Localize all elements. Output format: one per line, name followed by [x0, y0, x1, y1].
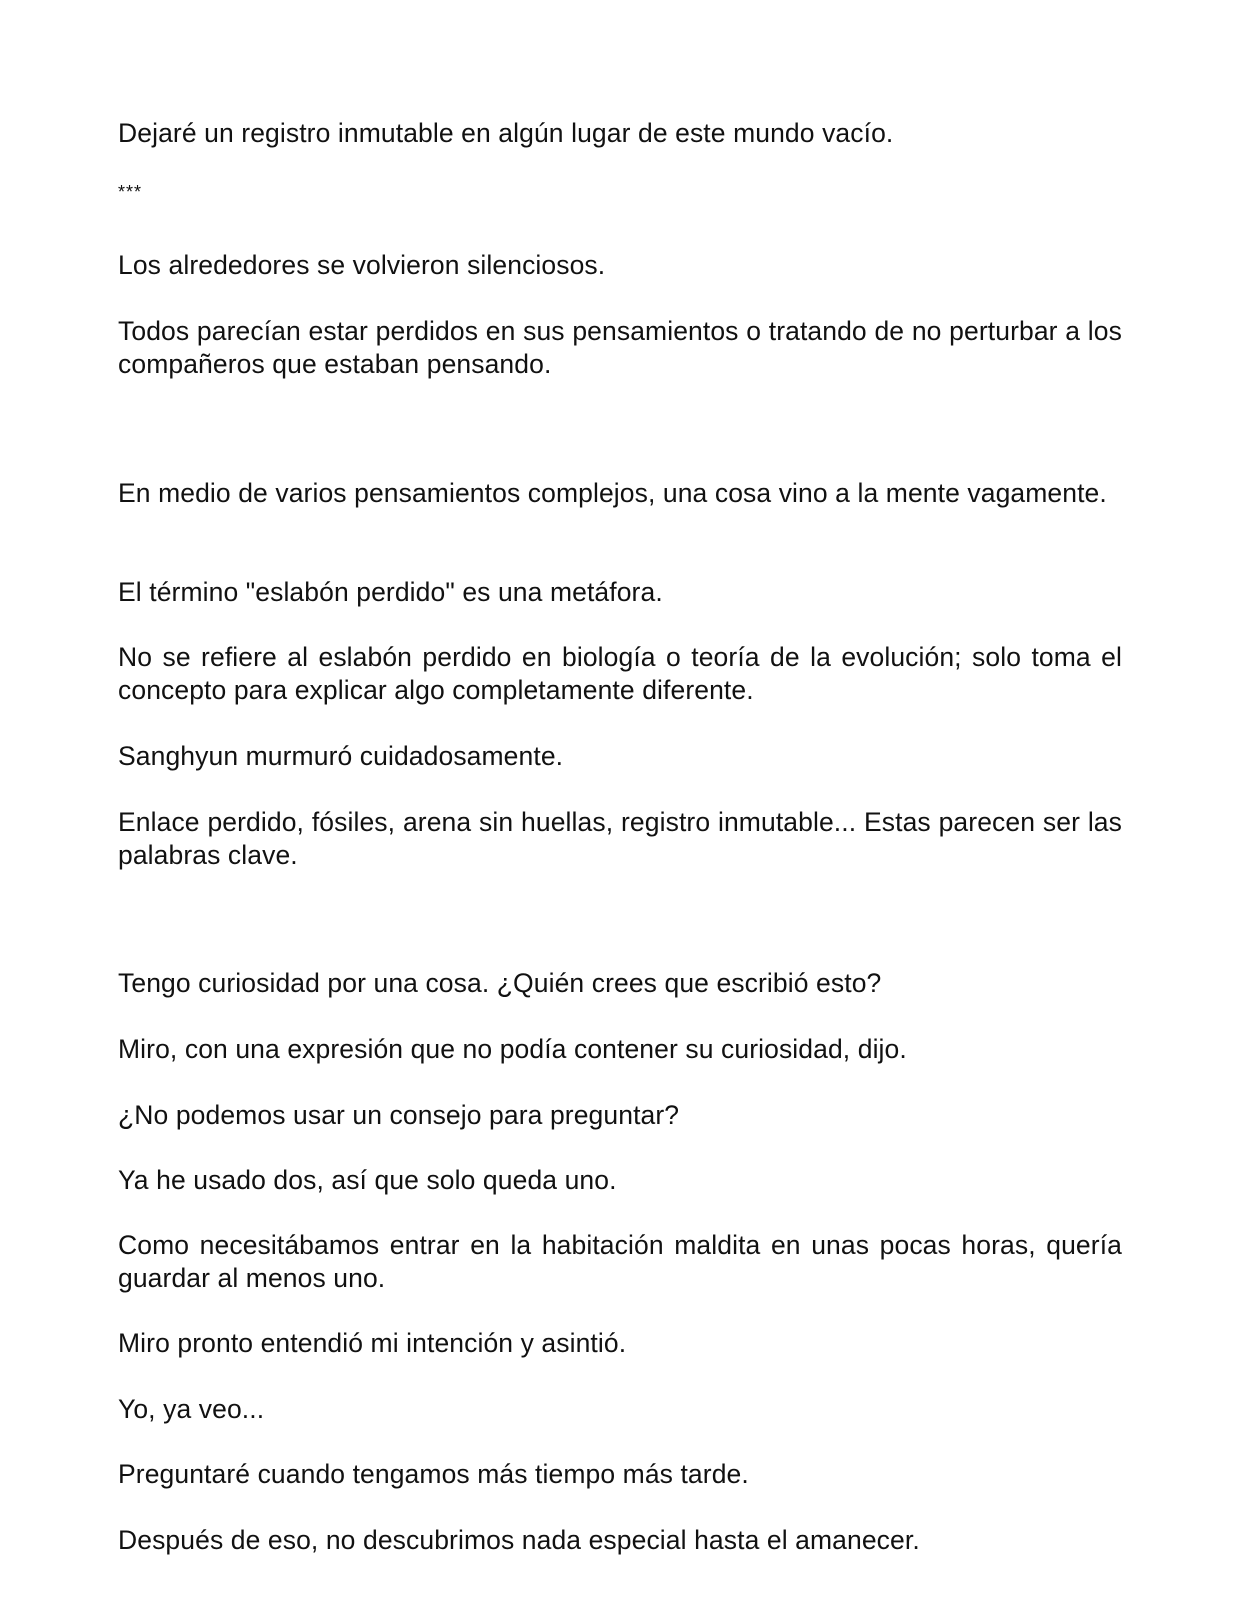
paragraph: En medio de varios pensamientos complejos, una cosa vino a la mente vagamente. [118, 478, 1107, 508]
paragraph: Tengo curiosidad por una cosa. ¿Quién crees que escribió esto? [118, 968, 882, 998]
paragraph: Enlace perdido, fósiles, arena sin huellas, registro inmutable... Estas parecen ser las palabras clave. [118, 807, 1122, 870]
paragraph: Todos parecían estar perdidos en sus pensamientos o tratando de no perturbar a los compañeros que estaban pensando. [118, 316, 1122, 379]
paragraph: Después de eso, no descubrimos nada especial hasta el amanecer. [118, 1525, 920, 1555]
paragraph: ¿No podemos usar un consejo para preguntar? [118, 1100, 680, 1130]
paragraph: El término "eslabón perdido" es una metáfora. [118, 577, 663, 607]
paragraph: Yo, ya veo... [118, 1394, 265, 1424]
paragraph: Miro pronto entendió mi intención y asintió. [118, 1328, 627, 1358]
paragraph: Dejaré un registro inmutable en algún lugar de este mundo vacío. [118, 118, 894, 148]
paragraph: Como necesitábamos entrar en la habitación maldita en unas pocas horas, quería guardar al menos uno. [118, 1230, 1122, 1293]
section-separator: *** [118, 182, 143, 202]
paragraph: Miro, con una expresión que no podía contener su curiosidad, dijo. [118, 1034, 907, 1064]
paragraph: Sanghyun murmuró cuidadosamente. [118, 741, 564, 771]
paragraph: Ya he usado dos, así que solo queda uno. [118, 1165, 617, 1195]
paragraph: Los alrededores se volvieron silenciosos. [118, 250, 606, 280]
paragraph: No se refiere al eslabón perdido en biología o teoría de la evolución; solo toma el concepto para explicar algo completamente diferente. [118, 642, 1122, 705]
paragraph: Preguntaré cuando tengamos más tiempo más tarde. [118, 1459, 749, 1489]
